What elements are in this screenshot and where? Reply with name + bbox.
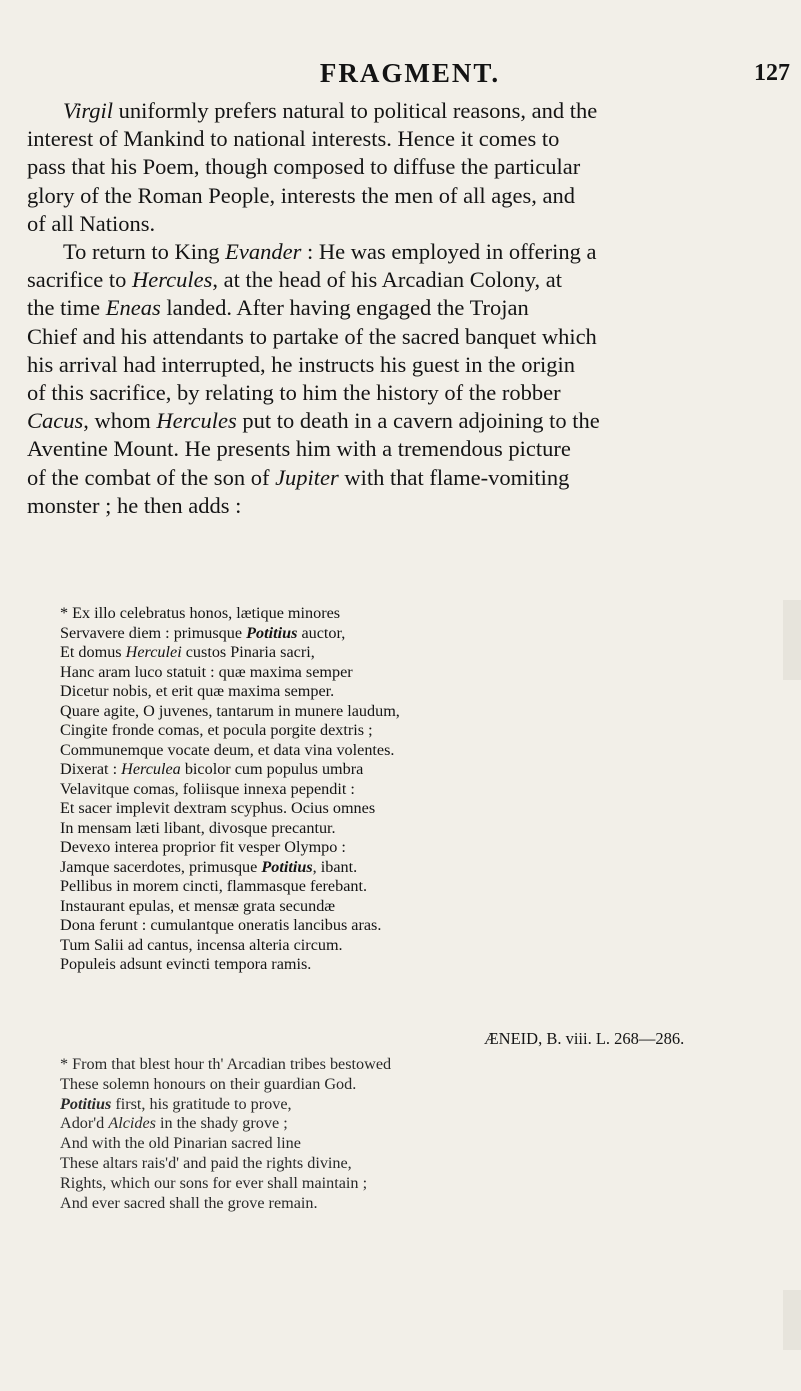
text-span: put to death in a cavern adjoining to the (236, 408, 600, 434)
italic-text: Virgil (63, 98, 113, 123)
text-span: Aventine Mount. He presents him with a tremendous picture (27, 436, 571, 462)
latin-verse-quotation (60, 604, 780, 975)
italic-text: Jupiter (275, 464, 339, 490)
text-span: Pellibus in morem cincti, flammasque ferebant. (60, 877, 368, 895)
text-span: And ever sacred shall the grove remain. (60, 1193, 318, 1212)
text-line (27, 436, 571, 461)
text-span: first, his gratitude to prove, (111, 1094, 292, 1113)
text-span: , ibant. (312, 857, 358, 876)
text-span: Populeis adsunt evincti tempora ramis. (60, 955, 312, 973)
text-span: Et domus (60, 643, 126, 661)
italic-text: Potitius (261, 857, 313, 876)
text-line (60, 955, 780, 975)
text-span: auctor, (297, 623, 346, 642)
text-span: Velavitque comas, foliisque innexa pependit : (60, 779, 355, 798)
text-line (27, 493, 241, 518)
prose-body (27, 97, 787, 520)
text-line (27, 465, 569, 490)
text-line (60, 741, 780, 761)
text-span: Tum Salii ad cantus, incensa alteria circum. (60, 935, 343, 954)
text-line (60, 1194, 780, 1214)
paragraph-2 (27, 238, 787, 520)
page-stain (783, 1290, 801, 1350)
text-line (60, 624, 780, 644)
text-line (60, 1114, 780, 1134)
italic-text: Alcides (108, 1114, 156, 1133)
text-line (60, 799, 780, 819)
text-line (60, 643, 780, 663)
text-line (60, 1154, 780, 1174)
running-head (60, 58, 790, 94)
citation: ÆNEID, B. viii. L. 268—286. (484, 1029, 685, 1048)
text-line (27, 324, 597, 349)
text-span: Dixerat : (60, 760, 122, 778)
italic-text: Potitius (246, 623, 298, 642)
italic-text: Herculei (125, 643, 182, 661)
text-line (27, 154, 580, 179)
text-span: Rights, which our sons for ever shall maintain ; (60, 1173, 368, 1192)
text-line (27, 267, 562, 292)
paragraph-1 (27, 97, 787, 238)
italic-text: Eneas (105, 295, 161, 321)
running-head-title: FRAGMENT. (319, 58, 501, 88)
text-line (27, 211, 155, 236)
text-line (60, 858, 780, 878)
text-line (60, 1134, 780, 1154)
text-span: Hanc aram luco statuit : quæ maxima semper (60, 662, 353, 681)
text-span: * Ex illo celebratus honos, lætique minores (60, 604, 341, 622)
text-span: Et sacer implevit dextram scyphus. Ocius omnes (60, 799, 376, 817)
text-line (60, 721, 780, 741)
text-span: landed. After having engaged the Trojan (160, 295, 529, 321)
text-span: In mensam læti libant, divosque precantur. (60, 818, 336, 837)
text-line (63, 98, 597, 123)
text-span: Communemque vocate deum, et data vina volentes. (60, 740, 395, 759)
text-line (60, 1075, 780, 1095)
text-span: monster ; he then adds : (27, 492, 242, 518)
text-span: Ador'd (60, 1114, 109, 1133)
text-span: Instaurant epulas, et mensæ grata secundæ (60, 896, 336, 915)
italic-text: Hercules (131, 267, 213, 293)
text-span: To return to King (63, 239, 226, 265)
text-span: with that flame-vomiting (338, 464, 570, 490)
page-number: 127 (754, 60, 790, 86)
text-span: Dona ferunt : cumulantque oneratis lancibus aras. (60, 916, 382, 934)
text-line (60, 682, 780, 702)
text-span: custos Pinaria sacri, (181, 643, 315, 661)
text-span: glory of the Roman People, interests the men of all ages, and (27, 182, 575, 208)
text-span: of this sacrifice, by relating to him the history of the robber (27, 380, 561, 406)
text-span: : He was employed in offering a (301, 239, 597, 265)
text-line (27, 352, 575, 377)
text-line (60, 702, 780, 722)
text-span: of all Nations. (27, 210, 156, 236)
text-span: in the shady grove ; (155, 1114, 288, 1133)
text-span: pass that his Poem, though composed to diffuse the particular (27, 154, 581, 180)
text-span: bicolor cum populus umbra (180, 760, 364, 778)
text-span: Devexo interea proprior fit vesper Olympo : (60, 838, 346, 856)
text-line (60, 936, 780, 956)
text-line (60, 760, 780, 780)
text-line (60, 1174, 780, 1194)
italic-text: Hercules (156, 408, 237, 434)
text-line (27, 295, 529, 320)
italic-text: Herculea (121, 760, 181, 778)
text-line (27, 183, 575, 208)
text-span: Chief and his attendants to partake of the sacred banquet which (27, 323, 597, 349)
text-span: , whom (83, 408, 157, 434)
text-span: Cingite fronde comas, et pocula porgite dextris ; (60, 721, 373, 739)
text-span: Dicetur nobis, et erit quæ maxima semper. (60, 682, 335, 700)
text-line (60, 663, 780, 683)
english-translation (60, 1055, 780, 1213)
text-span: sacrifice to (27, 267, 132, 293)
text-line (63, 239, 597, 264)
text-line (60, 780, 780, 800)
text-span: interest of Mankind to national interests. Hence it comes to (27, 126, 560, 152)
text-line (60, 1095, 780, 1115)
text-line (60, 819, 780, 839)
text-span: of the combat of the son of (27, 464, 276, 490)
text-line (60, 916, 780, 936)
text-line (27, 126, 559, 151)
text-line (60, 604, 780, 624)
text-line (27, 408, 600, 433)
text-span: , at the head of his Arcadian Colony, at (212, 267, 563, 293)
text-span: Jamque sacerdotes, primusque (60, 857, 262, 876)
page-stain (783, 600, 801, 680)
text-span: the time (27, 295, 106, 321)
text-span: These solemn honours on their guardian God. (60, 1074, 357, 1093)
text-span: Quare agite, O juvenes, tantarum in munere laudum, (60, 701, 400, 720)
text-line (27, 380, 561, 405)
text-span: Servavere diem : primusque (60, 623, 247, 642)
italic-text: Cacus (27, 408, 84, 434)
italic-text: Potitius (60, 1094, 112, 1113)
text-span: uniformly prefers natural to political reasons, and the (113, 98, 598, 123)
text-line (60, 838, 780, 858)
text-span: And with the old Pinarian sacred line (60, 1134, 301, 1153)
text-line (60, 1055, 780, 1075)
text-line (60, 897, 780, 917)
text-span: These altars rais'd' and paid the rights divine, (60, 1153, 352, 1172)
italic-text: Evander (225, 239, 302, 265)
text-span: * From that blest hour th' Arcadian tribes bestowed (60, 1055, 392, 1073)
text-span: his arrival had interrupted, he instructs his guest in the origin (27, 351, 576, 377)
text-line (60, 877, 780, 897)
